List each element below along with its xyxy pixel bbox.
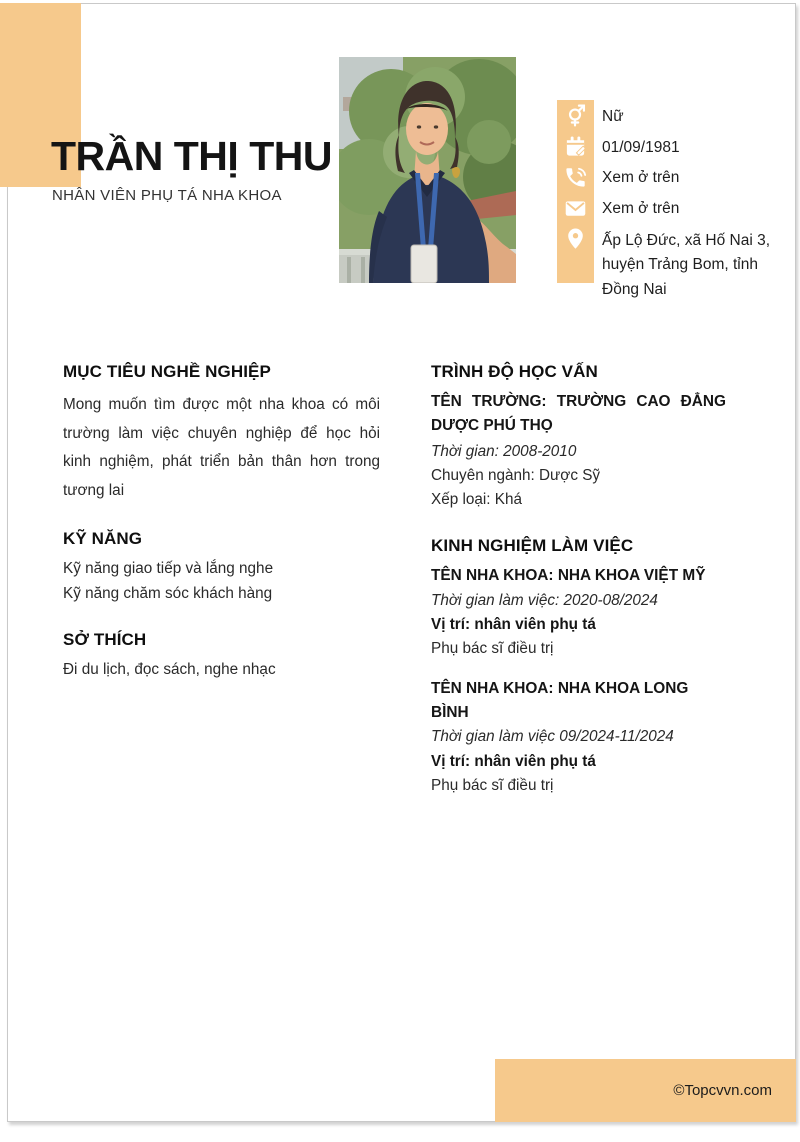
contact-icon-strip — [557, 100, 594, 283]
person-name: TRẦN THỊ THU — [51, 133, 332, 179]
job-employer: TÊN NHA KHOA: NHA KHOA VIỆT MỸ — [431, 567, 706, 585]
contact-gender-value: Nữ — [602, 108, 624, 125]
hobbies-heading: SỞ THÍCH — [63, 629, 147, 649]
contact-email-value: Xem ở trên — [602, 200, 680, 217]
gender-icon — [564, 104, 587, 127]
skill-item: Kỹ năng chăm sóc khách hàng — [63, 584, 273, 602]
profile-photo — [339, 57, 516, 283]
job-entry — [431, 564, 726, 661]
education-heading: TRÌNH ĐỘ HỌC VẤN — [431, 362, 598, 381]
education-school: TÊN TRƯỜNG: TRƯỜNG CAO ĐẲNG DƯỢC PHÚ THỌ — [431, 393, 726, 435]
job-position: Vị trí: nhân viên phụ tá — [431, 616, 596, 634]
section-skills — [63, 527, 380, 606]
phone-icon — [564, 166, 587, 189]
location-icon — [564, 227, 587, 250]
job-title: NHÂN VIÊN PHỤ TÁ NHA KHOA — [52, 187, 282, 204]
job-duty: Phụ bác sĩ điều trị — [431, 640, 554, 658]
education-grade: Xếp loại: Khá — [431, 491, 522, 509]
job-position: Vị trí: nhân viên phụ tá — [431, 752, 596, 770]
birthday-icon — [564, 135, 587, 158]
objective-heading: MỤC TIÊU NGHỀ NGHIỆP — [63, 362, 271, 381]
footer-credit-text: ©Topcvvn.com — [673, 1082, 772, 1099]
section-hobbies — [63, 628, 380, 682]
experience-heading: KINH NGHIỆM LÀM VIỆC — [431, 536, 634, 556]
education-time: Thời gian: 2008-2010 — [431, 442, 577, 460]
job-time: Thời gian làm việc 09/2024-11/2024 — [431, 728, 674, 746]
section-education — [431, 360, 726, 512]
profile-photo-illustration — [339, 57, 516, 283]
section-experience — [431, 534, 726, 798]
right-column — [431, 360, 726, 798]
contact-birthday-value: 01/09/1981 — [602, 139, 680, 156]
footer-credit-bar — [495, 1059, 796, 1122]
job-employer: TÊN NHA KHOA: NHA KHOA LONG BÌNH — [431, 679, 689, 721]
objective-body: Mong muốn tìm được một nha khoa có môi trường làm việc chuyên nghiệp để học hỏi kinh nghiệm, phát triển bản thân hơn trong tương lai — [63, 396, 380, 499]
job-time: Thời gian làm việc: 2020-08/2024 — [431, 591, 658, 609]
contact-phone-value: Xem ở trên — [602, 169, 680, 186]
section-objective — [63, 360, 380, 505]
job-duty: Phụ bác sĩ điều trị — [431, 776, 554, 794]
skill-item: Kỹ năng giao tiếp và lắng nghe — [63, 560, 274, 578]
contact-address-value: Ấp Lộ Đức, xã Hố Nai 3, huyện Trảng Bom, tỉnh Đồng Nai — [602, 232, 771, 298]
job-entry — [431, 677, 726, 798]
email-icon — [564, 197, 587, 220]
hobby-item: Đi du lịch, đọc sách, nghe nhạc — [63, 660, 276, 678]
education-major: Chuyên ngành: Dược Sỹ — [431, 466, 601, 484]
skills-heading: KỸ NĂNG — [63, 529, 143, 549]
left-column — [63, 360, 380, 682]
